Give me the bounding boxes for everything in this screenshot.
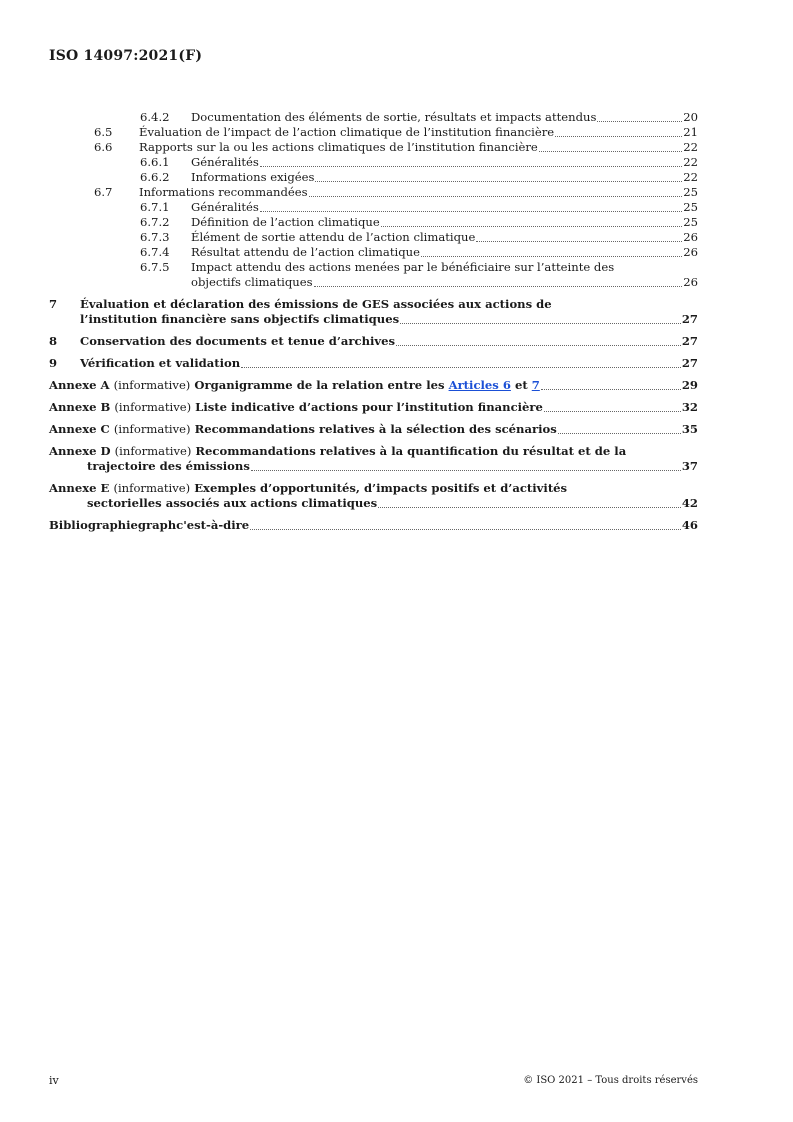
toc-page: 20 <box>683 110 698 124</box>
toc-leader <box>309 196 683 197</box>
annex-label: Annexe C <box>49 422 110 436</box>
toc-title-line2: objectifs climatiques <box>191 275 313 289</box>
toc-page: 22 <box>683 155 698 169</box>
toc-title: Documentation des éléments de sortie, résultats et impacts attendus <box>191 110 597 124</box>
toc-entry-6-5[interactable] <box>49 125 698 140</box>
toc-entry-9[interactable] <box>49 356 698 371</box>
toc-page: 37 <box>681 459 698 473</box>
toc-title: Bibliographiegraphc'est-à-dire <box>49 518 250 532</box>
toc-number: 6.7 <box>94 185 113 199</box>
toc-number: 6.4.2 <box>140 110 170 124</box>
link-article-7[interactable]: 7 <box>531 378 540 392</box>
toc-entry-7[interactable] <box>49 297 698 327</box>
toc-number: 7 <box>49 297 58 311</box>
toc-title <box>49 400 543 415</box>
toc-title <box>49 422 557 437</box>
toc-title: Généralités <box>191 155 259 169</box>
toc-title: Informations recommandées <box>139 185 308 199</box>
toc-page: 29 <box>681 378 698 392</box>
toc-title: Résultat attendu de l’action climatique <box>191 245 420 259</box>
toc-page: 46 <box>681 518 698 532</box>
toc-leader <box>544 411 681 412</box>
toc-number: 8 <box>49 334 58 348</box>
toc-title-line1: Impact attendu des actions menées par le bénéficiaire sur l’atteinte des <box>191 260 615 274</box>
toc-title-line1 <box>49 481 567 496</box>
toc-leader <box>597 121 682 122</box>
toc-title: Évaluation de l’impact de l’action climatique de l’institution financière <box>139 125 555 139</box>
annex-type: (informative) <box>113 422 191 436</box>
toc-number: 6.5 <box>94 125 113 139</box>
toc-entry-annex-b[interactable] <box>49 400 698 415</box>
toc-title: Conservation des documents et tenue d’archives <box>80 334 396 348</box>
annex-label: Annexe D <box>49 444 111 458</box>
toc-number: 9 <box>49 356 58 370</box>
toc-title: Informations exigées <box>191 170 315 184</box>
toc-leader <box>558 433 681 434</box>
toc-title: Rapports sur la ou les actions climatiques de l’institution financière <box>139 140 538 154</box>
annex-type: (informative) <box>113 378 191 392</box>
toc-entry-annex-a[interactable] <box>49 378 698 393</box>
toc-entry-6-7[interactable] <box>49 185 698 200</box>
toc-leader <box>541 389 681 390</box>
toc-title-line2: l’institution financière sans objectifs climatiques <box>80 312 400 326</box>
toc-leader <box>251 470 681 471</box>
toc-page: 25 <box>683 215 698 229</box>
link-articles-6[interactable]: Articles 6 <box>448 378 511 392</box>
toc-number: 6.6.2 <box>140 170 170 184</box>
document-id: ISO 14097:2021(F) <box>49 48 203 64</box>
toc-number: 6.7.1 <box>140 200 170 214</box>
toc-entry-8[interactable] <box>49 334 698 349</box>
toc-page: 32 <box>681 400 698 414</box>
toc-page: 26 <box>683 230 698 244</box>
toc-leader <box>250 529 681 530</box>
toc-number: 6.7.5 <box>140 260 170 274</box>
page-number: iv <box>49 1074 59 1087</box>
toc-entry-6-7-3[interactable] <box>49 230 698 245</box>
toc-leader <box>421 256 682 257</box>
toc-page: 27 <box>681 312 698 326</box>
toc-title-line1: Évaluation et déclaration des émissions de GES associées aux actions de <box>80 297 552 311</box>
toc-entry-bibliography[interactable] <box>49 518 698 533</box>
toc-title: Élément de sortie attendu de l’action climatique <box>191 230 476 244</box>
toc-entry-6-7-5[interactable] <box>49 260 698 290</box>
annex-title: Exemples d’opportunités, d’impacts positifs et d’activités <box>194 481 568 495</box>
toc-title: Définition de l’action climatique <box>191 215 380 229</box>
toc-page: 25 <box>683 200 698 214</box>
toc-leader <box>396 345 681 346</box>
toc-page: 26 <box>683 245 698 259</box>
toc-entry-6-7-1[interactable] <box>49 200 698 215</box>
toc-title-line2: sectorielles associés aux actions climatiques <box>87 496 378 510</box>
toc-title: Vérification et validation <box>80 356 241 370</box>
toc-page: 26 <box>683 275 698 289</box>
toc-page: 42 <box>681 496 698 510</box>
toc-entry-6-7-4[interactable] <box>49 245 698 260</box>
toc-leader <box>378 507 681 508</box>
toc-leader <box>241 367 681 368</box>
toc-entry-annex-c[interactable] <box>49 422 698 437</box>
copyright-notice: © ISO 2021 – Tous droits réservés <box>523 1075 698 1086</box>
toc-entry-6-4-2[interactable] <box>49 110 698 125</box>
toc-entry-6-6-1[interactable] <box>49 155 698 170</box>
toc-leader <box>315 181 682 182</box>
annex-title: Organigramme de la relation entre les <box>194 378 445 392</box>
toc-entry-6-6[interactable] <box>49 140 698 155</box>
toc-leader <box>555 136 682 137</box>
annex-label: Annexe A <box>49 378 110 392</box>
toc-title-line1 <box>49 444 626 459</box>
toc-number: 6.7.2 <box>140 215 170 229</box>
annex-type: (informative) <box>113 481 191 495</box>
toc-leader <box>539 151 682 152</box>
annex-and: et <box>514 378 528 392</box>
toc-title: Généralités <box>191 200 259 214</box>
annex-label: Annexe B <box>49 400 111 414</box>
toc-entry-6-7-2[interactable] <box>49 215 698 230</box>
toc-entry-6-6-2[interactable] <box>49 170 698 185</box>
toc-leader <box>476 241 682 242</box>
toc-leader <box>260 166 682 167</box>
toc-leader <box>400 323 681 324</box>
toc-number: 6.7.4 <box>140 245 170 259</box>
annex-label: Annexe E <box>49 481 110 495</box>
toc-page: 35 <box>681 422 698 436</box>
annex-title: Recommandations relatives à la quantification du résultat et de la <box>195 444 627 458</box>
toc-number: 6.6 <box>94 140 113 154</box>
toc-page: 22 <box>683 140 698 154</box>
toc-title-line2: trajectoire des émissions <box>87 459 250 473</box>
toc-entry-annex-d[interactable] <box>49 444 698 474</box>
toc-page: 25 <box>683 185 698 199</box>
annex-type: (informative) <box>114 400 192 414</box>
toc-page: 27 <box>681 356 698 370</box>
toc-page: 21 <box>683 125 698 139</box>
toc-page: 27 <box>681 334 698 348</box>
annex-title: Recommandations relatives à la sélection des scénarios <box>194 422 557 436</box>
toc-number: 6.7.3 <box>140 230 170 244</box>
toc-page: 22 <box>683 170 698 184</box>
toc-leader <box>381 226 682 227</box>
toc-leader <box>260 211 682 212</box>
annex-type: (informative) <box>114 444 192 458</box>
annex-title: Liste indicative d’actions pour l’institution financière <box>195 400 543 414</box>
table-of-contents <box>49 110 698 533</box>
toc-number: 6.6.1 <box>140 155 170 169</box>
toc-leader <box>314 286 683 287</box>
toc-title <box>49 378 540 393</box>
toc-entry-annex-e[interactable] <box>49 481 698 511</box>
